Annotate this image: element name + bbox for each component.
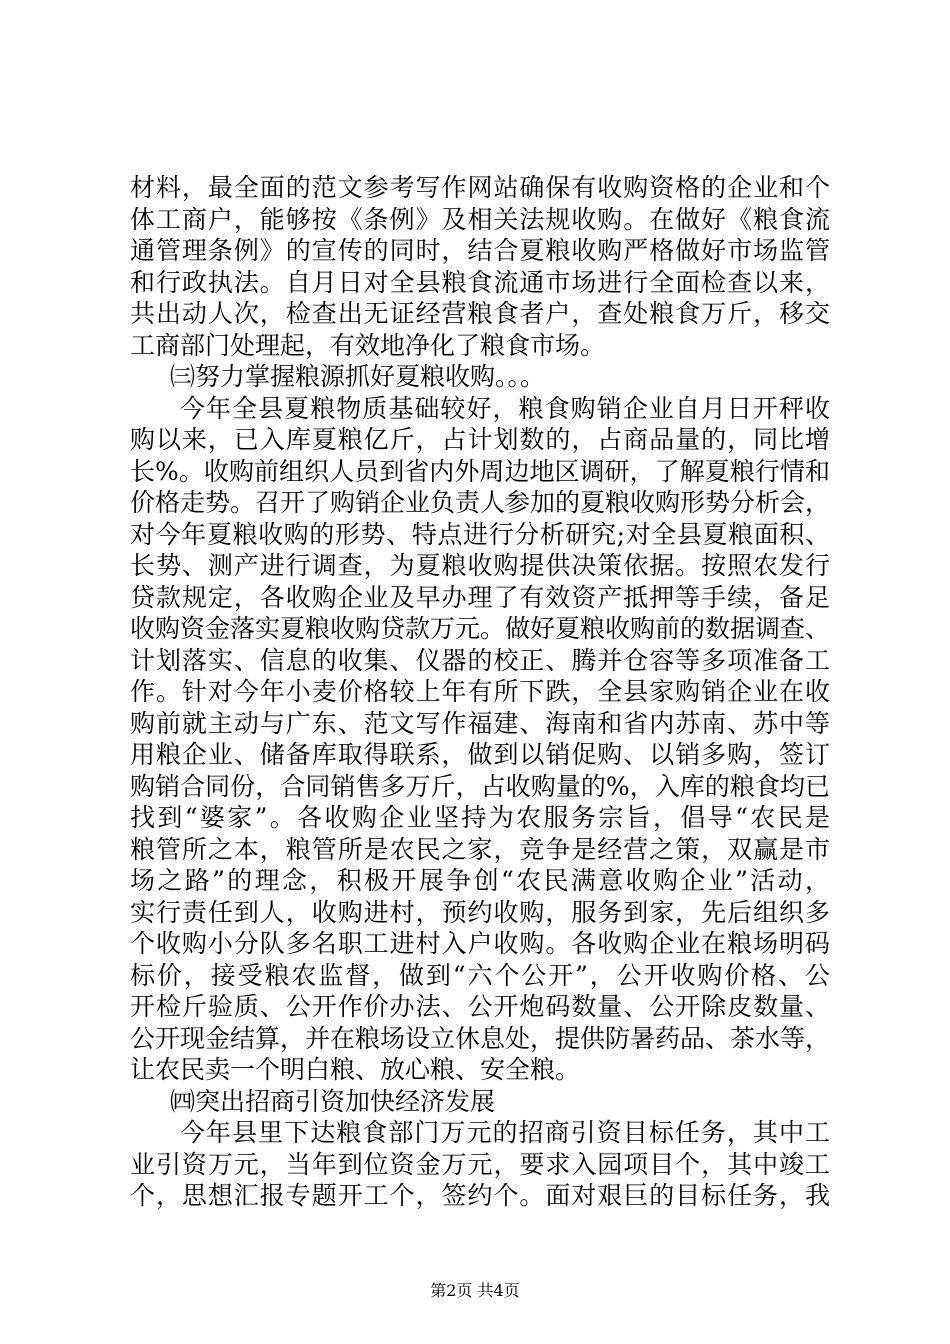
text-line: 作。针对今年小麦价格较上年有所下跌，全县家购销企业在收 [130, 677, 830, 706]
text-line: 今年县里下达粮食部门万元的招商引资目标任务，其中工 [180, 1118, 830, 1147]
text-line: 购以来，已入库夏粮亿斤，占计划数的，占商品量的，同比增 [130, 425, 830, 454]
text-line: 收购资金落实夏粮收购贷款万元。做好夏粮收购前的数据调查、 [130, 614, 831, 643]
text-line: 材料，最全面的范文参考写作网站确保有收购资格的企业和个 [130, 173, 830, 202]
text-line: 粮管所之本，粮管所是农民之家，竞争是经营之策，双赢是市 [130, 834, 830, 864]
text-line: 价格走势。召开了购销企业负责人参加的夏粮收购形势分析会， [130, 488, 831, 517]
text-line: 购前就主动与广东、范文写作福建、海南和省内苏南、苏中等 [130, 708, 830, 738]
document-body [130, 172, 830, 1212]
text-line: 场之路”的理念，积极开展争创“农民满意收购企业”活动， [130, 866, 830, 895]
text-line: 对今年夏粮收购的形势、特点进行分析研究;对全县夏粮面积、 [130, 519, 830, 549]
text-line: 工商部门处理起，有效地净化了粮食市场。 [130, 330, 606, 360]
section-heading: ㈣突出招商引资加快经济发展 [170, 1086, 496, 1116]
text-line: 通管理条例》的宣传的同时，结合夏粮收购严格做好市场监管 [130, 236, 830, 265]
text-line: 和行政执法。自月日对全县粮食流通市场进行全面检查以来， [130, 267, 830, 297]
text-line: 实行责任到人，收购进村，预约收购，服务到家，先后组织多 [130, 897, 830, 927]
text-line: 共出动人次，检查出无证经营粮食者户，查处粮食万斤，移交 [130, 299, 830, 328]
text-line: 用粮企业、储备库取得联系，做到以销促购、以销多购，签订 [130, 740, 830, 769]
text-line: 个收购小分队多名职工进村入户收购。各收购企业在粮场明码 [130, 929, 830, 958]
section-heading: ㈢努力掌握粮源抓好夏粮收购。。。 [170, 362, 546, 391]
page-number-footer: 第2页 共4页 [430, 1281, 520, 1300]
text-line: 公开现金结算，并在粮场设立休息处，提供防暑药品、茶水等， [130, 1023, 831, 1053]
text-line: 标价，接受粮农监督，做到“六个公开”，公开收购价格、公 [130, 960, 830, 990]
text-line: 贷款规定，各收购企业及早办理了有效资产抵押等手续，备足 [130, 582, 830, 612]
text-line: 购销合同份，合同销售多万斤，占收购量的%，入库的粮食均已 [130, 771, 830, 801]
text-line: 让农民卖一个明白粮、放心粮、安全粮。 [130, 1055, 581, 1084]
text-line: 长势、测产进行调查，为夏粮收购提供决策依据。按照农发行 [130, 551, 830, 580]
text-line: 长%。收购前组织人员到省内外周边地区调研，了解夏粮行情和 [130, 456, 830, 486]
text-line: 计划落实、信息的收集、仪器的校正、腾并仓容等多项准备工 [130, 645, 830, 675]
text-line: 开检斤验质、公开作价办法、公开炮码数量、公开除皮数量、 [130, 992, 830, 1021]
text-line: 个，思想汇报专题开工个，签约个。面对艰巨的目标任务，我 [130, 1181, 830, 1210]
text-line: 今年全县夏粮物质基础较好，粮食购销企业自月日开秤收 [180, 393, 830, 423]
text-line: 找到“婆家”。各收购企业坚持为农服务宗旨，倡导“农民是 [130, 803, 830, 832]
text-line: 体工商户，能够按《条例》及相关法规收购。在做好《粮食流 [130, 204, 830, 234]
text-line: 业引资万元，当年到位资金万元，要求入园项目个，其中竣工 [130, 1149, 830, 1179]
